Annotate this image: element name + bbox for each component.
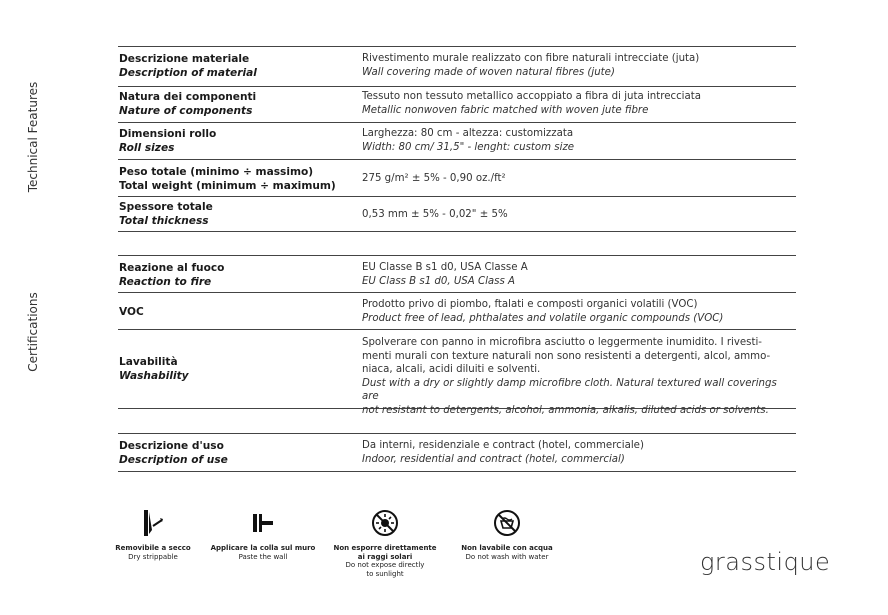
row-label-en: Roll sizes: [119, 142, 175, 154]
row-value-it: Larghezza: 80 cm - altezza: customizzata: [362, 128, 574, 139]
row-label-en: Description of material: [119, 67, 257, 79]
icon-caption-en-line: to sunlight: [366, 569, 404, 578]
icon-caption-en: Dry strippable: [128, 552, 178, 561]
icon-caption-it-line: Non esporre direttamente: [333, 544, 437, 552]
row-label-it: Dimensioni rollo: [119, 128, 217, 140]
icon-group-dry-strippable: [108, 508, 198, 561]
icon-caption-it: Applicare la colla sul muro: [210, 544, 316, 552]
divider: [118, 471, 796, 472]
row-value-it-line: Spolverare con panno in microfibra asciutto o leggermente inumidito. I rivesti-: [362, 337, 762, 348]
row-value: 275 g/m² ± 5% - 0,90 oz./ft²: [362, 173, 506, 184]
row-value-it-line: menti murali con texture naturali non sono resistenti a detergenti, alcol, ammo-: [362, 350, 771, 362]
row-label-en: Nature of components: [119, 105, 253, 117]
row-label-it: Peso totale (minimo ÷ massimo): [119, 166, 314, 178]
section-label-certifications: Certifications: [26, 292, 40, 372]
brand-logo: grasstique: [700, 548, 831, 576]
icon-group-paste-wall: [208, 508, 318, 561]
divider: [118, 231, 796, 232]
divider: [118, 292, 796, 293]
row-label-en: Reaction to fire: [119, 276, 212, 288]
divider: [118, 122, 796, 123]
row-value-en-line: not resistant to detergents, alcohol, ammonia, alkalis, diluted acids or solvents.: [362, 404, 769, 416]
row-label-en: Washability: [119, 370, 189, 382]
row-label-it: Reazione al fuoco: [119, 262, 225, 274]
divider: [118, 433, 796, 434]
row-label-it: Natura dei componenti: [119, 91, 257, 103]
paste-wall-icon: [249, 508, 277, 538]
icon-caption-it: Non lavabile con acqua: [461, 544, 553, 552]
divider: [118, 255, 796, 256]
section-label-technical-features: Technical Features: [26, 81, 40, 193]
strippable-icon: [140, 508, 166, 538]
icon-caption-en: Do not wash with water: [465, 552, 549, 561]
row-value-it: Rivestimento murale realizzato con fibre naturali intrecciate (juta): [362, 53, 700, 64]
row-value: 0,53 mm ± 5% - 0,02" ± 5%: [362, 209, 508, 220]
icon-group-no-sunlight: [330, 508, 440, 578]
row-label-en: Total thickness: [119, 215, 209, 227]
row-value-it: Da interni, residenziale e contract (hotel, commerciale): [362, 440, 644, 451]
row-value-en: Indoor, residential and contract (hotel, commercial): [362, 453, 625, 465]
row-value-it: Tessuto non tessuto metallico accoppiato a fibra di juta intrecciata: [362, 91, 701, 102]
row-value-en: EU Class B s1 d0, USA Class A: [362, 275, 515, 287]
row-label-it: Descrizione d'uso: [119, 440, 224, 452]
row-value-en: Product free of lead, phthalates and volatile organic compounds (VOC): [362, 312, 724, 324]
icon-group-no-wash: [452, 508, 562, 561]
row-value-it: EU Classe B s1 d0, USA Classe A: [362, 262, 528, 273]
row-value-en: Wall covering made of woven natural fibres (jute): [362, 66, 615, 78]
no-sunlight-icon: [370, 508, 400, 538]
no-wash-icon: [492, 508, 522, 538]
divider: [118, 86, 796, 87]
row-label-it: Lavabilità: [119, 356, 178, 368]
row-label-it: Descrizione materiale: [119, 53, 250, 65]
row-value-en: Metallic nonwoven fabric matched with woven jute fibre: [362, 104, 649, 116]
row-label-it: Spessore totale: [119, 201, 213, 213]
divider: [118, 329, 796, 330]
row-value-en: Width: 80 cm/ 31,5" - lenght: custom size: [362, 141, 575, 153]
row-value-it: Prodotto privo di piombo, ftalati e composti organici volatili (VOC): [362, 299, 698, 310]
divider: [118, 159, 796, 160]
row-label-en: Description of use: [119, 454, 228, 466]
row-value-it-line: niaca, alcali, acidi diluiti e solventi.: [362, 364, 541, 375]
icon-caption-en-line: Do not expose directly: [345, 561, 425, 569]
divider: [118, 46, 796, 47]
row-label-en: Total weight (minimum ÷ maximum): [119, 180, 336, 192]
icon-caption-it-line: ai raggi solari: [357, 552, 413, 561]
row-value-en-line: Dust with a dry or slightly damp microfibre cloth. Natural textured wall coverings are: [362, 377, 777, 402]
divider: [118, 196, 796, 197]
row-label: VOC: [119, 306, 144, 318]
icon-caption-en: Paste the wall: [238, 552, 288, 561]
icon-caption-it: Removibile a secco: [115, 544, 191, 552]
